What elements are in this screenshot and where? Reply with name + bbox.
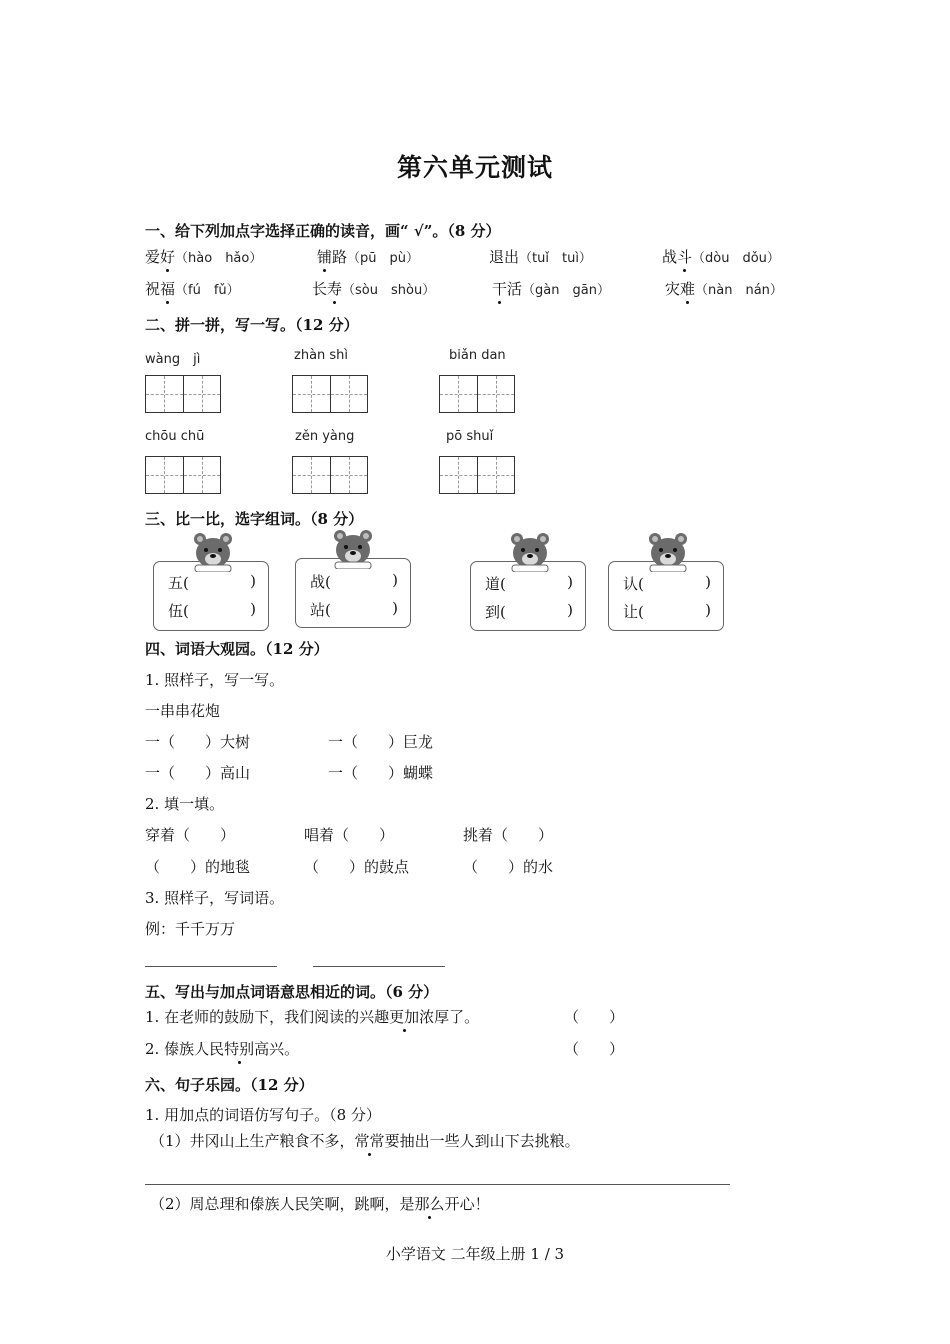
- answer-line[interactable]: [313, 966, 445, 967]
- page-footer: 小学语文 二年级上册 1 / 3: [385, 1245, 565, 1263]
- pronunciation-item: 长寿（sòu shòu）: [312, 280, 436, 298]
- example-text: 一串串花炮: [145, 702, 221, 720]
- char-compare-card: 道( ) 到( ): [470, 561, 586, 631]
- question-label: 2. 填一填。: [145, 795, 225, 813]
- pinyin-label: wàng jì: [145, 352, 201, 367]
- sentence: 1. 在老师的鼓励下，我们阅读的兴趣更加浓厚了。: [145, 1008, 480, 1026]
- pronunciation-item: 战斗（dòu dǒu）: [662, 248, 780, 266]
- question-label: 3. 照样子，写词语。: [145, 889, 285, 907]
- fill-blank[interactable]: 一（ ）大树: [145, 733, 251, 751]
- section-1-heading: 一、给下列加点字选择正确的读音，画“ √”。（8 分）: [145, 222, 501, 240]
- question-label: 1. 用加点的词语仿写句子。（8 分）: [145, 1106, 381, 1124]
- sentence: 2. 傣族人民特别高兴。: [145, 1040, 300, 1058]
- writing-grid[interactable]: [145, 456, 221, 494]
- section-6-heading: 六、句子乐园。（12 分）: [145, 1076, 314, 1094]
- bear-icon: [646, 532, 690, 572]
- pronunciation-item: 退出（tuǐ tuì）: [489, 248, 592, 266]
- bear-icon: [331, 529, 375, 569]
- pinyin-label: zěn yàng: [295, 429, 355, 444]
- section-3-heading: 三、比一比，选字组词。（8 分）: [145, 510, 364, 528]
- section-2-heading: 二、拼一拼，写一写。（12 分）: [145, 316, 359, 334]
- fill-blank[interactable]: 挑着（ ）: [463, 826, 554, 844]
- sentence: （1）井冈山上生产粮食不多，常常要抽出一些人到山下去挑粮。: [150, 1132, 580, 1150]
- fill-blank[interactable]: 一（ ）巨龙: [328, 733, 434, 751]
- fill-blank[interactable]: 穿着（ ）: [145, 826, 236, 844]
- pronunciation-item: 爱好（hào hǎo）: [145, 248, 263, 266]
- question-label: 1. 照样子，写一写。: [145, 671, 285, 689]
- answer-line[interactable]: [145, 966, 277, 967]
- bear-icon: [508, 532, 552, 572]
- pronunciation-item: 干活（gàn gān）: [492, 280, 610, 298]
- pinyin-label: chōu chū: [145, 429, 205, 444]
- pronunciation-item: 铺路（pū pù）: [317, 248, 420, 266]
- page-title: 第六单元测试: [396, 153, 553, 182]
- fill-blank[interactable]: （ ）的地毯: [145, 858, 251, 876]
- section-5-heading: 五、写出与加点词语意思相近的词。（6 分）: [145, 983, 439, 1001]
- char-compare-card: 战( ) 站( ): [295, 558, 411, 628]
- pinyin-label: zhàn shì: [294, 348, 349, 363]
- writing-grid[interactable]: [439, 456, 515, 494]
- writing-grid[interactable]: [292, 456, 368, 494]
- section-4-heading: 四、词语大观园。（12 分）: [145, 640, 329, 658]
- fill-blank[interactable]: 唱着（ ）: [304, 826, 395, 844]
- char-compare-card: 认( ) 让( ): [608, 561, 724, 631]
- char-compare-card: 五( ) 伍( ): [153, 561, 269, 631]
- pronunciation-item: 灾难（nàn nán）: [665, 280, 783, 298]
- answer-paren[interactable]: （ ）: [564, 1040, 625, 1058]
- fill-blank[interactable]: （ ）的水: [463, 858, 554, 876]
- pinyin-label: biǎn dan: [449, 348, 506, 363]
- example-text: 例：千千万万: [145, 920, 236, 938]
- sentence: （2）周总理和傣族人民笑啊，跳啊，是那么开心！: [150, 1195, 490, 1213]
- answer-line[interactable]: [145, 1184, 730, 1185]
- fill-blank[interactable]: 一（ ）蝴蝶: [328, 764, 434, 782]
- answer-paren[interactable]: （ ）: [564, 1008, 625, 1026]
- pinyin-label: pō shuǐ: [446, 429, 494, 444]
- bear-icon: [191, 532, 235, 572]
- pronunciation-item: 祝福（fú fǔ）: [145, 280, 240, 298]
- writing-grid[interactable]: [439, 375, 515, 413]
- fill-blank[interactable]: 一（ ）高山: [145, 764, 251, 782]
- writing-grid[interactable]: [145, 375, 221, 413]
- fill-blank[interactable]: （ ）的鼓点: [304, 858, 410, 876]
- writing-grid[interactable]: [292, 375, 368, 413]
